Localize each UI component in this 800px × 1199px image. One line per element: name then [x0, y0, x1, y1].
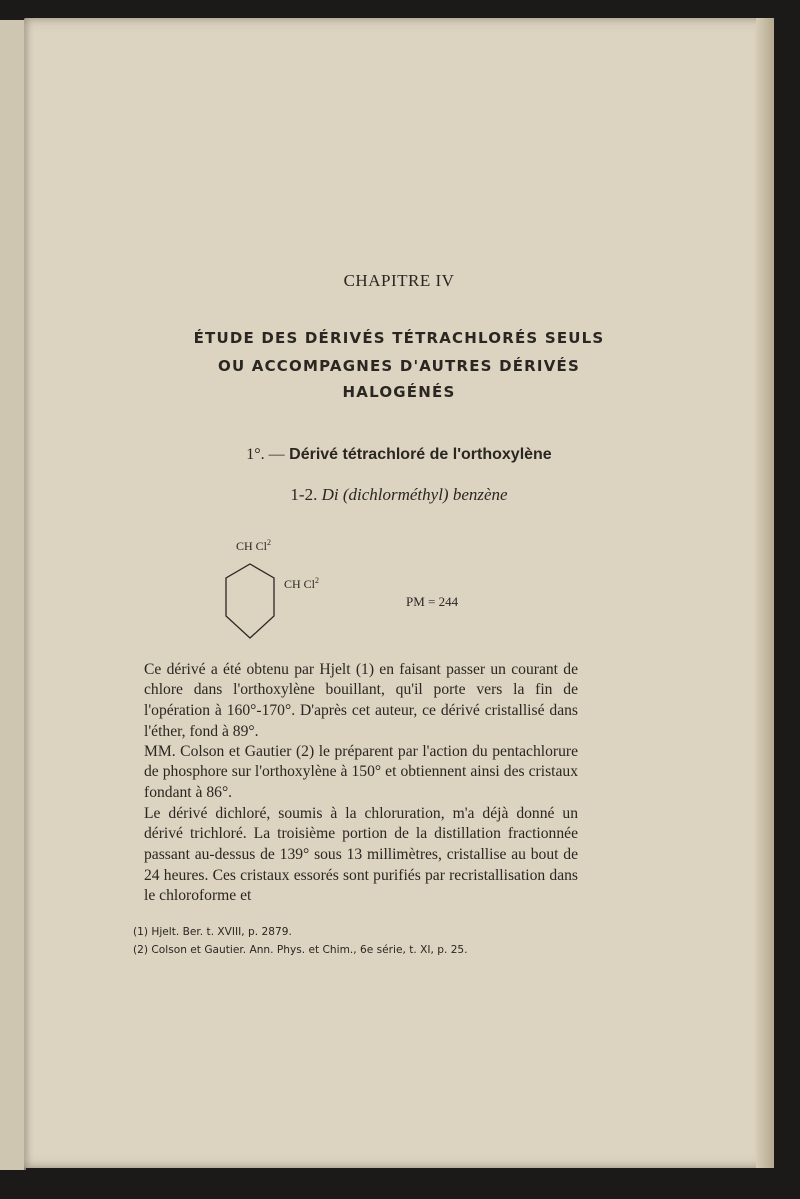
- book-page: [24, 18, 774, 1168]
- molecular-weight: PM = 244: [406, 594, 459, 609]
- chapter-heading: CHAPITRE IV: [343, 271, 455, 290]
- paragraph-2: MM. Colson et Gautier (2) le préparent par l'action du pentachlorure de phosphore sur l'orthoxylène à 150° et obtiennent ainsi des cristaux fondant à 86°.: [144, 742, 578, 801]
- section-number: 1°. —: [246, 446, 285, 463]
- structural-formula: [222, 530, 542, 650]
- subsection-heading: [24, 485, 774, 505]
- paragraph-1: Ce dérivé a été obtenu par Hjelt (1) en faisant passer un courant de chlore dans l'orthoxylène bouillant, qu'il porte vers la fin de l'opération à 160°-170°. D'après cet auteur, ce dérivé cristallisé dans l'éther, fond à 89°.: [144, 660, 578, 740]
- section-heading: [24, 446, 774, 464]
- footnote-1: (1) Hjelt. Ber. t. XVIII, p. 2879.: [133, 926, 292, 938]
- substituent-label-2: CH Cl$^2$: [284, 576, 320, 591]
- paragraph-3: Le dérivé dichloré, soumis à la chloruration, m'a déjà donné un dérivé trichloré. La troisième portion de la distillation fractionnée passant au-dessus de 139° sous 13 millimètres, cristallise au bout de 24 heures. Ces cristaux essorés sont purifiés par recristallisation dans le chloroforme et: [144, 804, 578, 905]
- subsection-title: Di (dichlorméthyl) benzène: [321, 485, 508, 504]
- subsection-number: 1-2.: [290, 485, 318, 504]
- footnotes: [133, 923, 593, 959]
- chapter-title-line-2: OU ACCOMPAGNES D'AUTRES DÉRIVÉS: [218, 357, 580, 375]
- section-title: Dérivé tétrachloré de l'orthoxylène: [289, 446, 552, 463]
- chapter-title-line-3: HALOGÉNÉS: [342, 383, 456, 401]
- chapter-title-line-1: ÉTUDE DES DÉRIVÉS TÉTRACHLORÉS SEULS: [193, 329, 605, 347]
- page-fore-edge: [756, 18, 774, 1168]
- substituent-label-1: CH Cl$^2$: [236, 538, 272, 553]
- footnote-2: (2) Colson et Gautier. Ann. Phys. et Chim., 6e série, t. XI, p. 25.: [133, 944, 468, 956]
- adjacent-page-edge: [0, 20, 26, 1170]
